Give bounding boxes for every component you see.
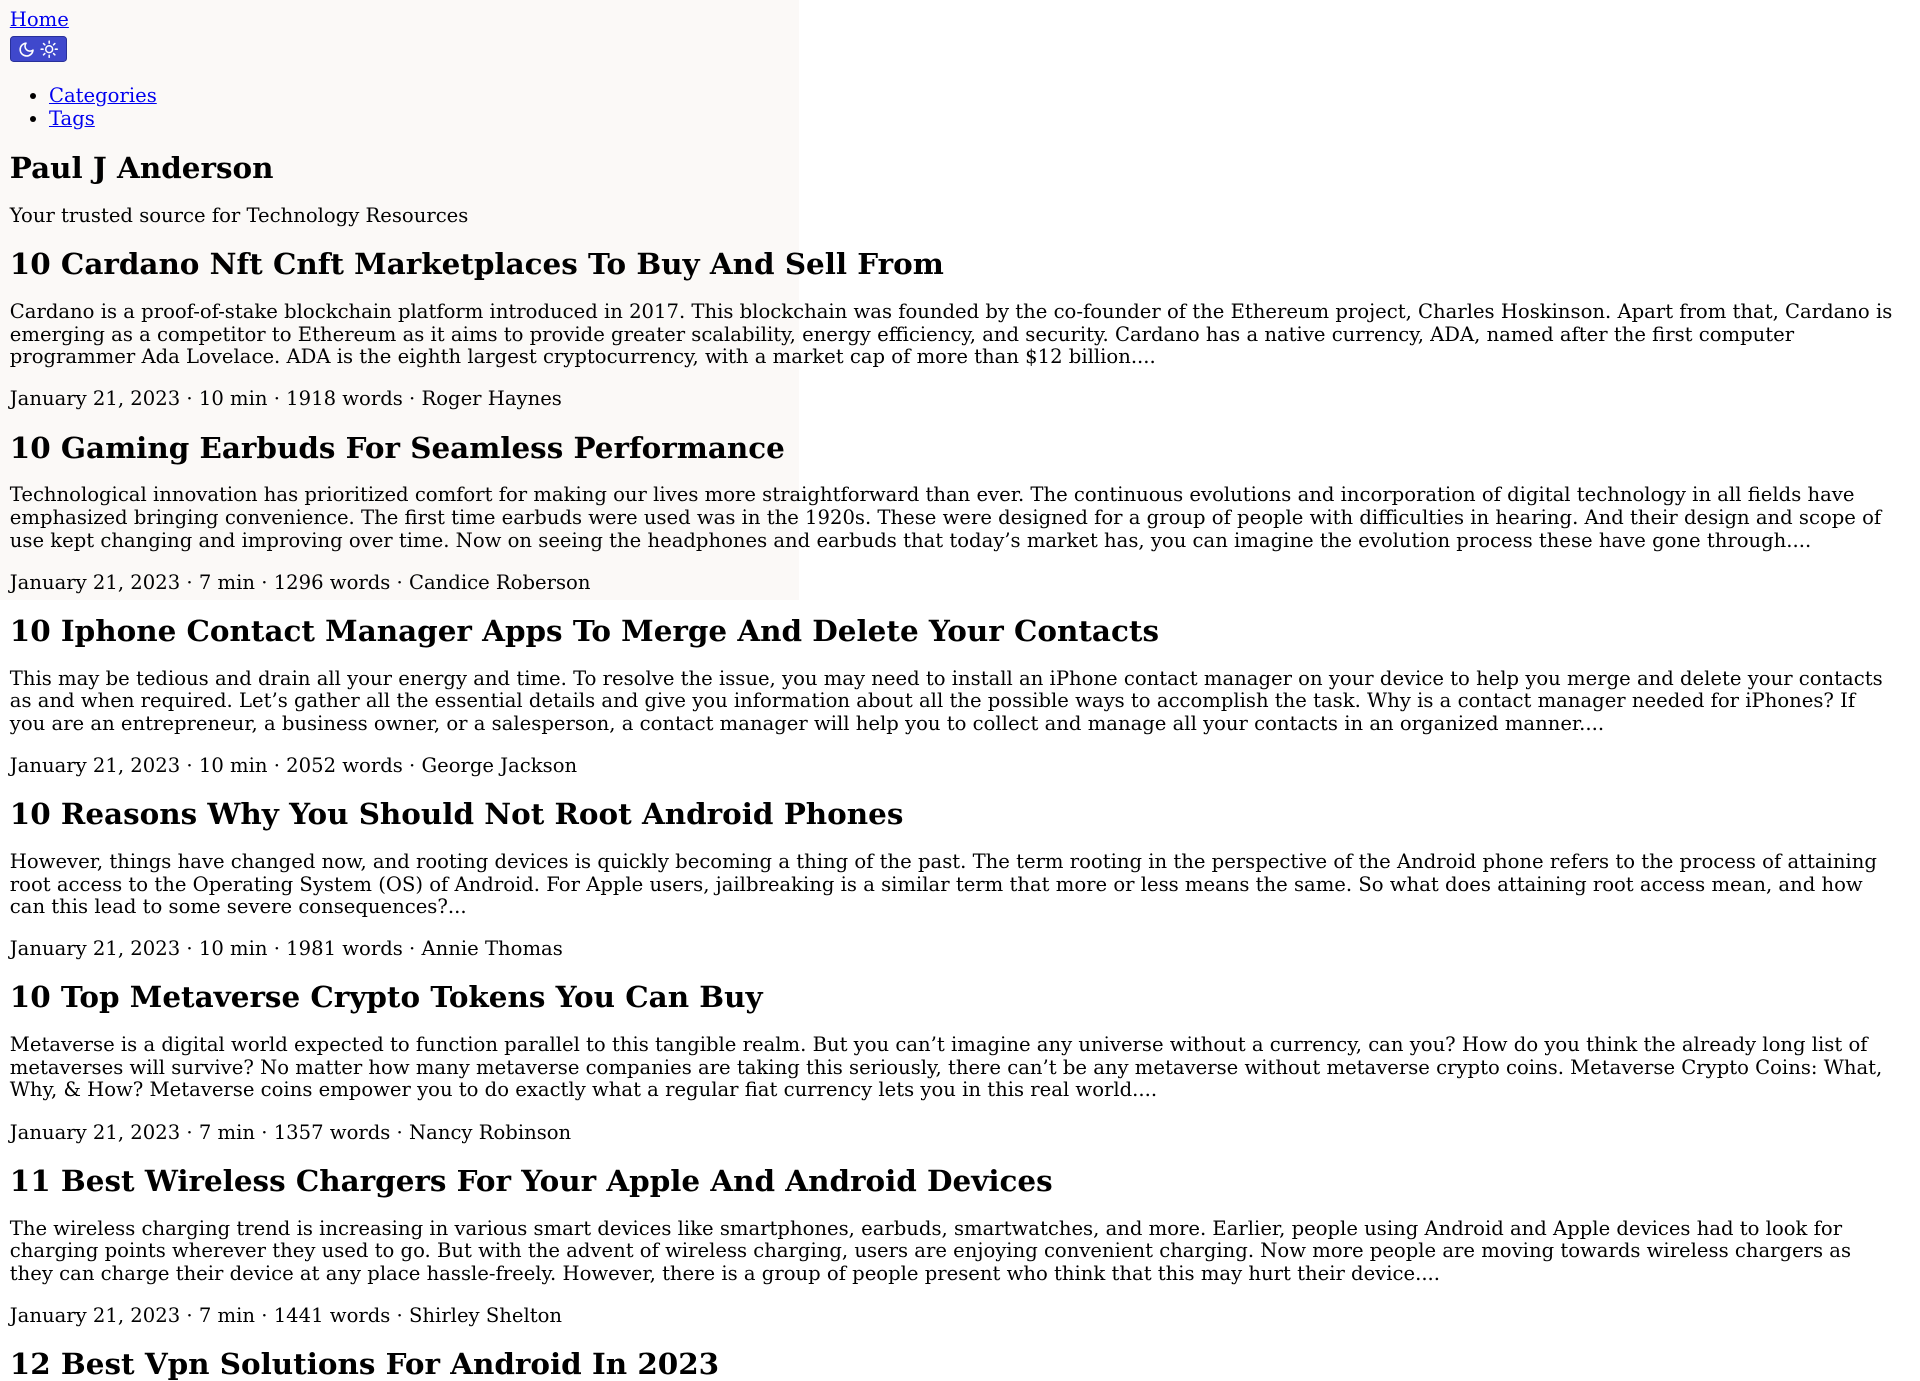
post-entry[interactable] <box>10 1347 1895 1381</box>
post-meta: January 21, 2023 · 7 min · 1441 words · Shirley Shelton <box>9 1303 563 1327</box>
sun-icon <box>40 40 58 58</box>
post-excerpt: However, things have changed now, and rooting devices is quickly becoming a thing of the past. The term rooting in the perspective of the Android phone refers to the process of attaining root access to the Operating System (OS) of Android. For Apple users, jailbreaking is a similar term that more or less means the same. So what does attaining root access mean, and how can this lead to some severe consequences?... <box>9 850 1877 919</box>
menu-item-categories <box>49 85 1895 108</box>
post-title[interactable]: 12 Best Vpn Solutions For Android In 2023 <box>9 1345 720 1381</box>
post-excerpt: The wireless charging trend is increasing in various smart devices like smartphones, earbuds, smartwatches, and more. Earlier, people using Android and Apple devices had to look for charging points wherever they used to go. But with the advent of wireless charging, users are enjoying convenient charging. Now more people are moving towards wireless chargers as they can charge their device at any place hassle-freely. However, there is a group of people present who think that this may hurt their device.... <box>9 1216 1852 1285</box>
post-title[interactable]: 11 Best Wireless Chargers For Your Apple And Android Devices <box>9 1162 1053 1198</box>
menu-item-tags <box>49 108 1895 131</box>
categories-link[interactable]: Categories <box>48 84 157 108</box>
post-entry[interactable] <box>10 980 1895 1144</box>
post-meta: January 21, 2023 · 10 min · 2052 words · George Jackson <box>9 753 578 777</box>
main-menu <box>10 85 1895 130</box>
post-title[interactable]: 10 Top Metaverse Crypto Tokens You Can Buy <box>9 979 763 1015</box>
post-title[interactable]: 10 Iphone Contact Manager Apps To Merge And Delete Your Contacts <box>9 612 1159 648</box>
moon-icon <box>18 41 35 58</box>
post-entry[interactable] <box>10 247 1895 411</box>
theme-toggle-button[interactable] <box>10 36 67 62</box>
post-excerpt: Cardano is a proof-of-stake blockchain platform introduced in 2017. This blockchain was founded by the co-founder of the Ethereum project, Charles Hoskinson. Apart from that, Cardano is emerging as a competitor to Ethereum as it aims to provide greater scalability, energy efficiency, and security. Cardano has a native currency, ADA, named after the first computer programmer Ada Lovelace. ADA is the eighth largest cryptocurrency, with a market cap of more than $12 billion.... <box>9 300 1893 369</box>
post-entry[interactable] <box>10 431 1895 595</box>
post-excerpt: Technological innovation has prioritized comfort for making our lives more straightforward than ever. The continuous evolutions and incorporation of digital technology in all fields have emphasized bringing convenience. The first time earbuds were used was in the 1920s. These were designed for a group of people with difficulties in hearing. And their design and scope of use kept changing and improving over time. Now on seeing the headphones and earbuds that today’s market has, you can imagine the evolution process these have gone through.... <box>9 483 1882 552</box>
post-excerpt: This may be tedious and drain all your energy and time. To resolve the issue, you may need to install an iPhone contact manager on your device to help you merge and delete your contacts as and when required. Let’s gather all the essential details and give you information about all the possible ways to accomplish the task. Why is a contact manager needed for iPhones? If you are an entrepreneur, a business owner, or a salesperson, a contact manager will help you to collect and manage all your contacts in an organized manner.... <box>9 666 1883 735</box>
post-entry[interactable] <box>10 797 1895 961</box>
post-title[interactable]: 10 Cardano Nft Cnft Marketplaces To Buy And Sell From <box>9 246 944 282</box>
site-tagline: Your trusted source for Technology Resources <box>9 204 469 228</box>
home-link[interactable]: Home <box>9 7 69 31</box>
post-entry[interactable] <box>10 614 1895 778</box>
post-title[interactable]: 10 Gaming Earbuds For Seamless Performance <box>9 429 785 465</box>
post-meta: January 21, 2023 · 10 min · 1981 words · Annie Thomas <box>9 937 563 961</box>
post-meta: January 21, 2023 · 10 min · 1918 words · Roger Haynes <box>9 387 562 411</box>
post-excerpt: Metaverse is a digital world expected to function parallel to this tangible realm. But you can’t imagine any universe without a currency, can you? How do you think the already long list of metaverses will survive? No matter how many metaverse companies are taking this seriously, there can’t be any metaverse without metaverse crypto coins. Metaverse Crypto Coins: What, Why, & How? Metaverse coins empower you to do exactly what a regular fiat currency lets you in this real world.... <box>9 1033 1883 1102</box>
post-meta: January 21, 2023 · 7 min · 1357 words · Nancy Robinson <box>9 1120 572 1144</box>
site-title: Paul J Anderson <box>9 150 274 186</box>
post-entry[interactable] <box>10 1164 1895 1328</box>
post-title[interactable]: 10 Reasons Why You Should Not Root Android Phones <box>9 796 904 832</box>
tags-link[interactable]: Tags <box>48 106 95 130</box>
post-meta: January 21, 2023 · 7 min · 1296 words · Candice Roberson <box>9 570 591 594</box>
